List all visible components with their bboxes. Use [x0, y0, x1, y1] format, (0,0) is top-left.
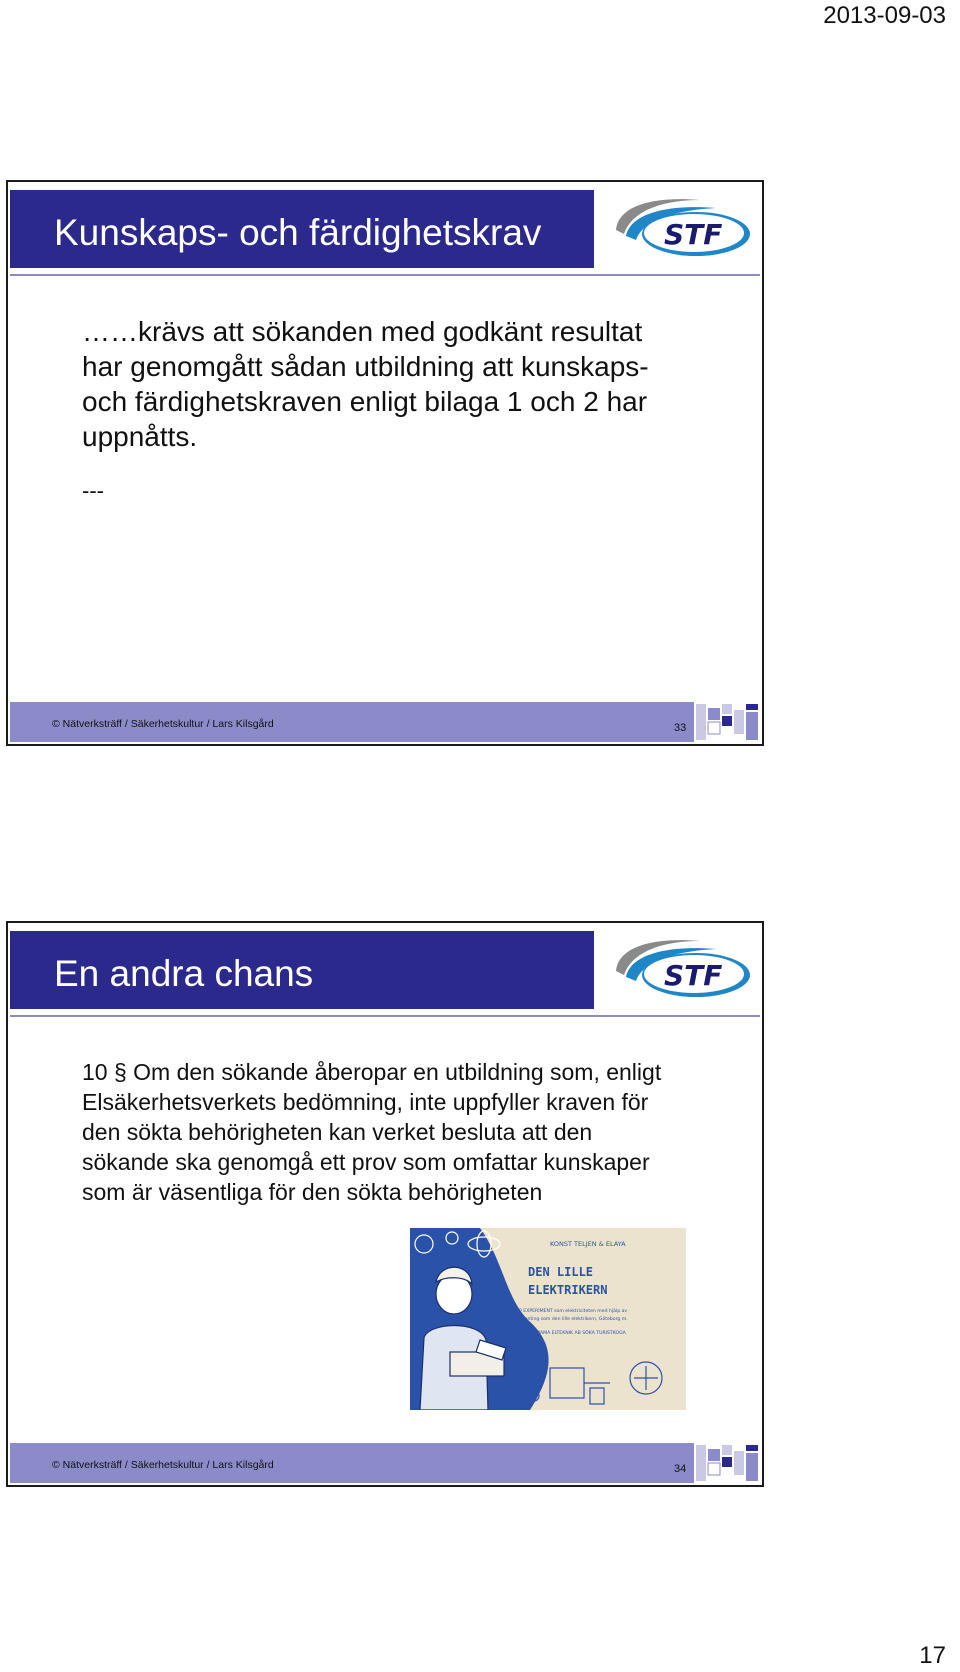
page-date: 2013-09-03 — [823, 2, 946, 29]
book-title-line1: DEN LILLE — [528, 1265, 594, 1279]
slide-34 — [6, 921, 764, 1487]
footer-bar — [10, 702, 698, 742]
body-line: uppnåtts. — [82, 421, 198, 452]
body-line: den sökta behörigheten kan verket besluta att den — [82, 1119, 593, 1145]
slide-header — [10, 190, 594, 268]
slide-title: Kunskaps- och färdighetskrav — [54, 212, 542, 253]
stf-logo — [604, 192, 754, 266]
slide-33 — [6, 180, 764, 746]
slide-body — [82, 1057, 742, 1207]
body-line: sökande ska genomgå ett prov som omfattar kunskaper — [82, 1149, 650, 1175]
body-line: Elsäkerhetsverkets bedömning, inte uppfyller kraven för — [82, 1089, 649, 1115]
dashes: --- — [82, 478, 104, 503]
stf-logo — [604, 933, 754, 1007]
footer-decoration — [694, 702, 760, 742]
logo-text: STF — [664, 959, 723, 992]
body-line: som är väsentliga för den sökta behörigheten — [82, 1179, 543, 1205]
header-rule — [10, 1015, 760, 1017]
book-subtitle: 60 EXPERIMENT som elektriciteten med hjälp av — [516, 1309, 628, 1314]
slide-title: En andra chans — [54, 953, 314, 994]
header-rule — [10, 274, 760, 276]
body-line: ……krävs att sökanden med godkänt resultat — [82, 316, 643, 347]
footer-text: © Nätverksträff / Säkerhetskultur / Lars Kilsgård — [52, 1459, 274, 1471]
slide-number: 34 — [674, 1463, 687, 1475]
body-line: har genomgått sådan utbildning att kunskaps- — [82, 351, 649, 382]
slide-number: 33 — [674, 722, 687, 734]
book-authors: KONST TELJEN & ELAYA — [550, 1240, 626, 1248]
body-line: och färdighetskraven enligt bilaga 1 och 2 har — [82, 386, 648, 417]
logo-text: STF — [664, 218, 723, 251]
book-title-line2: ELEKTRIKERN — [528, 1283, 608, 1297]
footer-text: © Nätverksträff / Säkerhetskultur / Lars Kilsgård — [52, 718, 274, 730]
slide-header — [10, 931, 594, 1009]
page-number: 17 — [919, 1642, 946, 1669]
footer-decoration — [694, 1443, 760, 1483]
footer-bar — [10, 1443, 698, 1483]
book-subtitle: någonting som den lille elektrikern, Göteborg m. — [516, 1317, 628, 1322]
slide-body — [82, 314, 722, 454]
body-line: 10 § Om den sökande åberopar en utbildning som, enligt — [82, 1059, 662, 1085]
book-cover-image — [410, 1228, 686, 1410]
book-subtitle: MAMA ELTEKNIK AB SÖKA TURISTKOGA — [536, 1331, 626, 1336]
